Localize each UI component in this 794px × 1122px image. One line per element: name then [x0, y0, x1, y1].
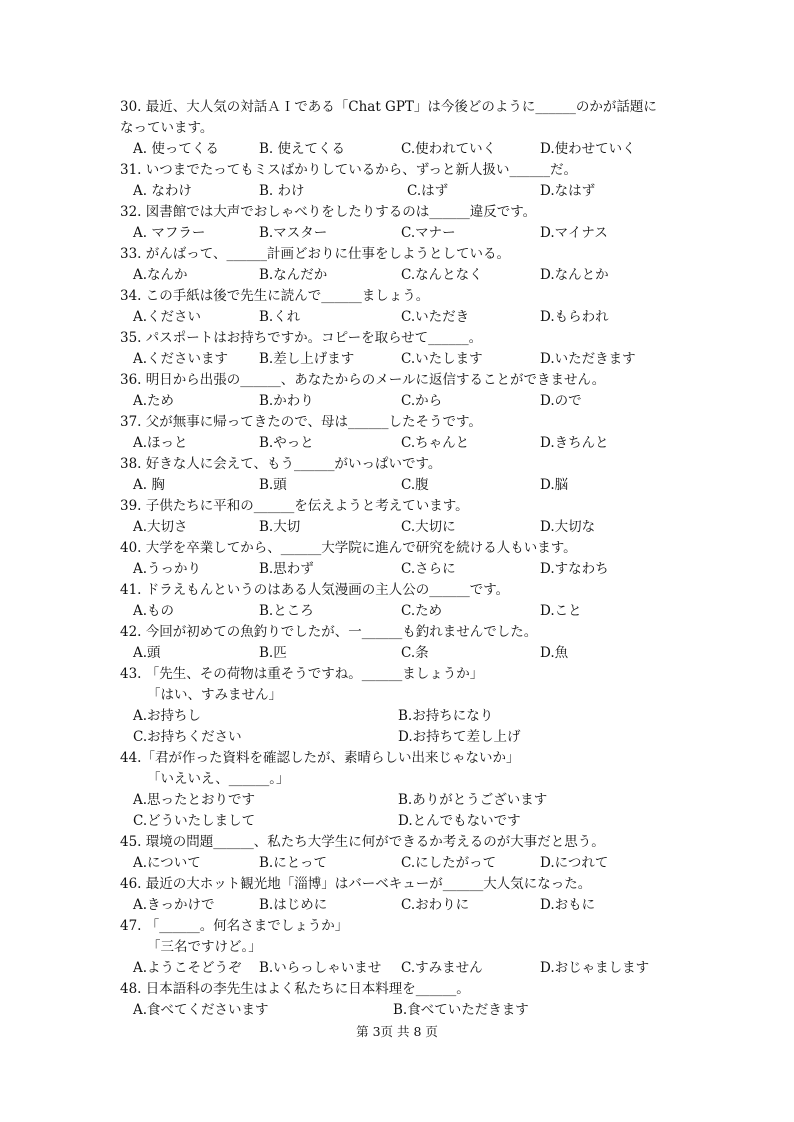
option-c: C.ちゃんと [401, 435, 470, 451]
question-stem: 35. パスポートはお持ちですか。コピーを取らせて______。 [120, 330, 483, 346]
option-d: D.につれて [540, 855, 609, 871]
option-c: C.はず [407, 183, 449, 199]
question-stem: 40. 大学を卒業してから、______大学院に進んで研究を続ける人もいます。 [120, 540, 577, 556]
question-stem: 30. 最近、大人気の対話ＡＩである「Chat GPT」は今後どのように______のかが話題に [120, 99, 657, 115]
option-c: C.にしたがって [401, 855, 497, 871]
option-b: B.お持ちになり [398, 708, 494, 724]
option-b: B.にとって [259, 855, 327, 871]
option-b: B.マスター [259, 225, 328, 241]
answer-options [0, 139, 794, 160]
question-stem: 39. 子供たちに平和の______を伝えようと考えています。 [120, 498, 469, 514]
answer-options [0, 349, 794, 370]
answer-options [0, 475, 794, 496]
option-d: D.おじゃまします [540, 960, 650, 976]
answer-options [0, 181, 794, 202]
answer-options [0, 517, 794, 538]
dialog-response: 「いえいえ、______。」 [147, 771, 290, 787]
option-d: D.いただきます [540, 351, 636, 367]
question-stem: 36. 明日から出張の______、あなたからのメールに返信することができません。 [120, 372, 606, 388]
question-stem: 34. この手紙は後で先生に読んで______ましょう。 [120, 288, 430, 304]
option-d: D.脳 [540, 477, 569, 493]
option-b: B.かわり [259, 393, 314, 409]
option-a: A.くださいます [133, 351, 229, 367]
answer-options [0, 958, 794, 979]
answer-options [0, 853, 794, 874]
option-a: A.について [133, 855, 201, 871]
answer-options [0, 265, 794, 286]
answer-options [0, 706, 794, 727]
option-b: B. わけ [259, 183, 305, 199]
option-b: B.思わず [259, 561, 314, 577]
option-c: C.どういたしまして [133, 813, 256, 829]
page-number-footer: 第 3页 共 8 页 [356, 1024, 438, 1039]
dialog-response: 「三名ですけど。」 [147, 939, 262, 955]
option-c: C.から [401, 393, 443, 409]
option-c: C.すみません [401, 960, 483, 976]
option-d: D.なはず [540, 183, 596, 199]
question-stem: 46. 最近の大ホット観光地「淄博」はバーベキューが______大人気になった。 [120, 876, 592, 892]
option-b: B.なんだか [259, 267, 328, 283]
option-b: B.ありがとうございます [398, 792, 548, 808]
option-b: B.差し上げます [259, 351, 355, 367]
option-c: C.いただき [401, 309, 470, 325]
option-b: B.いらっしゃいませ [259, 960, 382, 976]
dialog-response: 「はい、すみません」 [147, 687, 282, 703]
option-a: A.食べてくださいます [133, 1002, 269, 1018]
option-a: A.頭 [133, 645, 161, 661]
option-a: A.ため [133, 393, 175, 409]
option-c: C.さらに [401, 561, 456, 577]
option-b: B. 使えてくる [259, 141, 346, 157]
option-d: D.お持ちて差し上げ [398, 729, 521, 745]
question-stem: 38. 好きな人に会えて、もう______がいっぱいです。 [120, 456, 442, 472]
question-stem: 33. がんばって、______計画どおりに仕事をしようとしている。 [120, 246, 510, 262]
option-b: B.頭 [259, 477, 287, 493]
answer-options [0, 223, 794, 244]
option-b: B.はじめに [259, 897, 328, 913]
option-a: A.ようこそどうぞ [133, 960, 242, 976]
option-c: C.なんとなく [401, 267, 483, 283]
answer-options [0, 727, 794, 748]
option-c: C.おわりに [401, 897, 470, 913]
option-d: D.なんとか [540, 267, 609, 283]
option-c: C.腹 [401, 477, 429, 493]
option-a: A.ほっと [133, 435, 188, 451]
option-c: C.いたします [401, 351, 483, 367]
option-c: C.マナー [401, 225, 456, 241]
question-stem: 48. 日本語科の李先生はよく私たちに日本料理を______。 [120, 981, 470, 997]
option-d: D.大切な [540, 519, 596, 535]
option-a: A. 使ってくる [133, 141, 219, 157]
option-a: A.なんか [133, 267, 188, 283]
option-d: D.使わせていく [540, 141, 636, 157]
option-b: B.ところ [259, 603, 314, 619]
option-a: A.ください [133, 309, 202, 325]
option-d: D.こと [540, 603, 582, 619]
option-a: A.思ったとおりです [133, 792, 256, 808]
option-c: C.お持ちください [133, 729, 242, 745]
option-a: A. マフラー [133, 225, 206, 241]
option-a: A.きっかけで [133, 897, 215, 913]
question-stem: 41. ドラえもんというのはある人気漫画の主人公の______です。 [120, 582, 510, 598]
option-d: D.魚 [540, 645, 569, 661]
option-b: B.くれ [259, 309, 301, 325]
answer-options [0, 391, 794, 412]
option-d: D.マイナス [540, 225, 608, 241]
option-d: D.おもに [540, 897, 596, 913]
option-d: D.きちんと [540, 435, 609, 451]
question-stem: 42. 今回が初めての魚釣りでしたが、一______も釣れませんでした。 [120, 624, 538, 640]
answer-options [0, 559, 794, 580]
question-stem-continuation: なっています。 [120, 120, 214, 136]
option-b: B.食べていただきます [393, 1002, 529, 1018]
option-c: C.ため [401, 603, 443, 619]
option-d: D.もらわれ [540, 309, 609, 325]
option-a: A. 胸 [133, 477, 165, 493]
option-c: C.条 [401, 645, 429, 661]
question-stem: 32. 図書館では大声でおしゃべりをしたりするのは______違反です。 [120, 204, 537, 220]
answer-options [0, 307, 794, 328]
option-a: A.もの [133, 603, 175, 619]
question-stem: 45. 環境の問題______、私たち大学生に何ができるか考えるのが大事だと思う。 [120, 834, 605, 850]
option-d: D.とんでもないです [398, 813, 521, 829]
answer-options [0, 895, 794, 916]
option-d: D.すなわち [540, 561, 609, 577]
answer-options [0, 601, 794, 622]
option-b: B.やっと [259, 435, 314, 451]
answer-options [0, 790, 794, 811]
question-stem: 44.「君が作った資料を確認したが、素晴らしい出来じゃないか」 [120, 750, 520, 766]
question-stem: 47. 「______。何名さまでしょうか」 [120, 918, 349, 934]
option-c: C.大切に [401, 519, 456, 535]
option-d: D.ので [540, 393, 582, 409]
answer-options [0, 643, 794, 664]
option-b: B.大切 [259, 519, 301, 535]
option-a: A.うっかり [133, 561, 202, 577]
question-stem: 31. いつまでたってもミスばかりしているから、ずっと新人扱い______だ。 [120, 162, 577, 178]
option-a: A. なわけ [133, 183, 192, 199]
question-stem: 37. 父が無事に帰ってきたので、母は______したそうです。 [120, 414, 482, 430]
option-c: C.使われていく [401, 141, 497, 157]
answer-options [0, 433, 794, 454]
option-b: B.匹 [259, 645, 287, 661]
answer-options [0, 1000, 794, 1021]
option-a: A.お持ちし [133, 708, 202, 724]
option-a: A.大切さ [133, 519, 188, 535]
answer-options [0, 811, 794, 832]
question-stem: 43. 「先生、その荷物は重そうですね。______ましょうか」 [120, 666, 484, 682]
